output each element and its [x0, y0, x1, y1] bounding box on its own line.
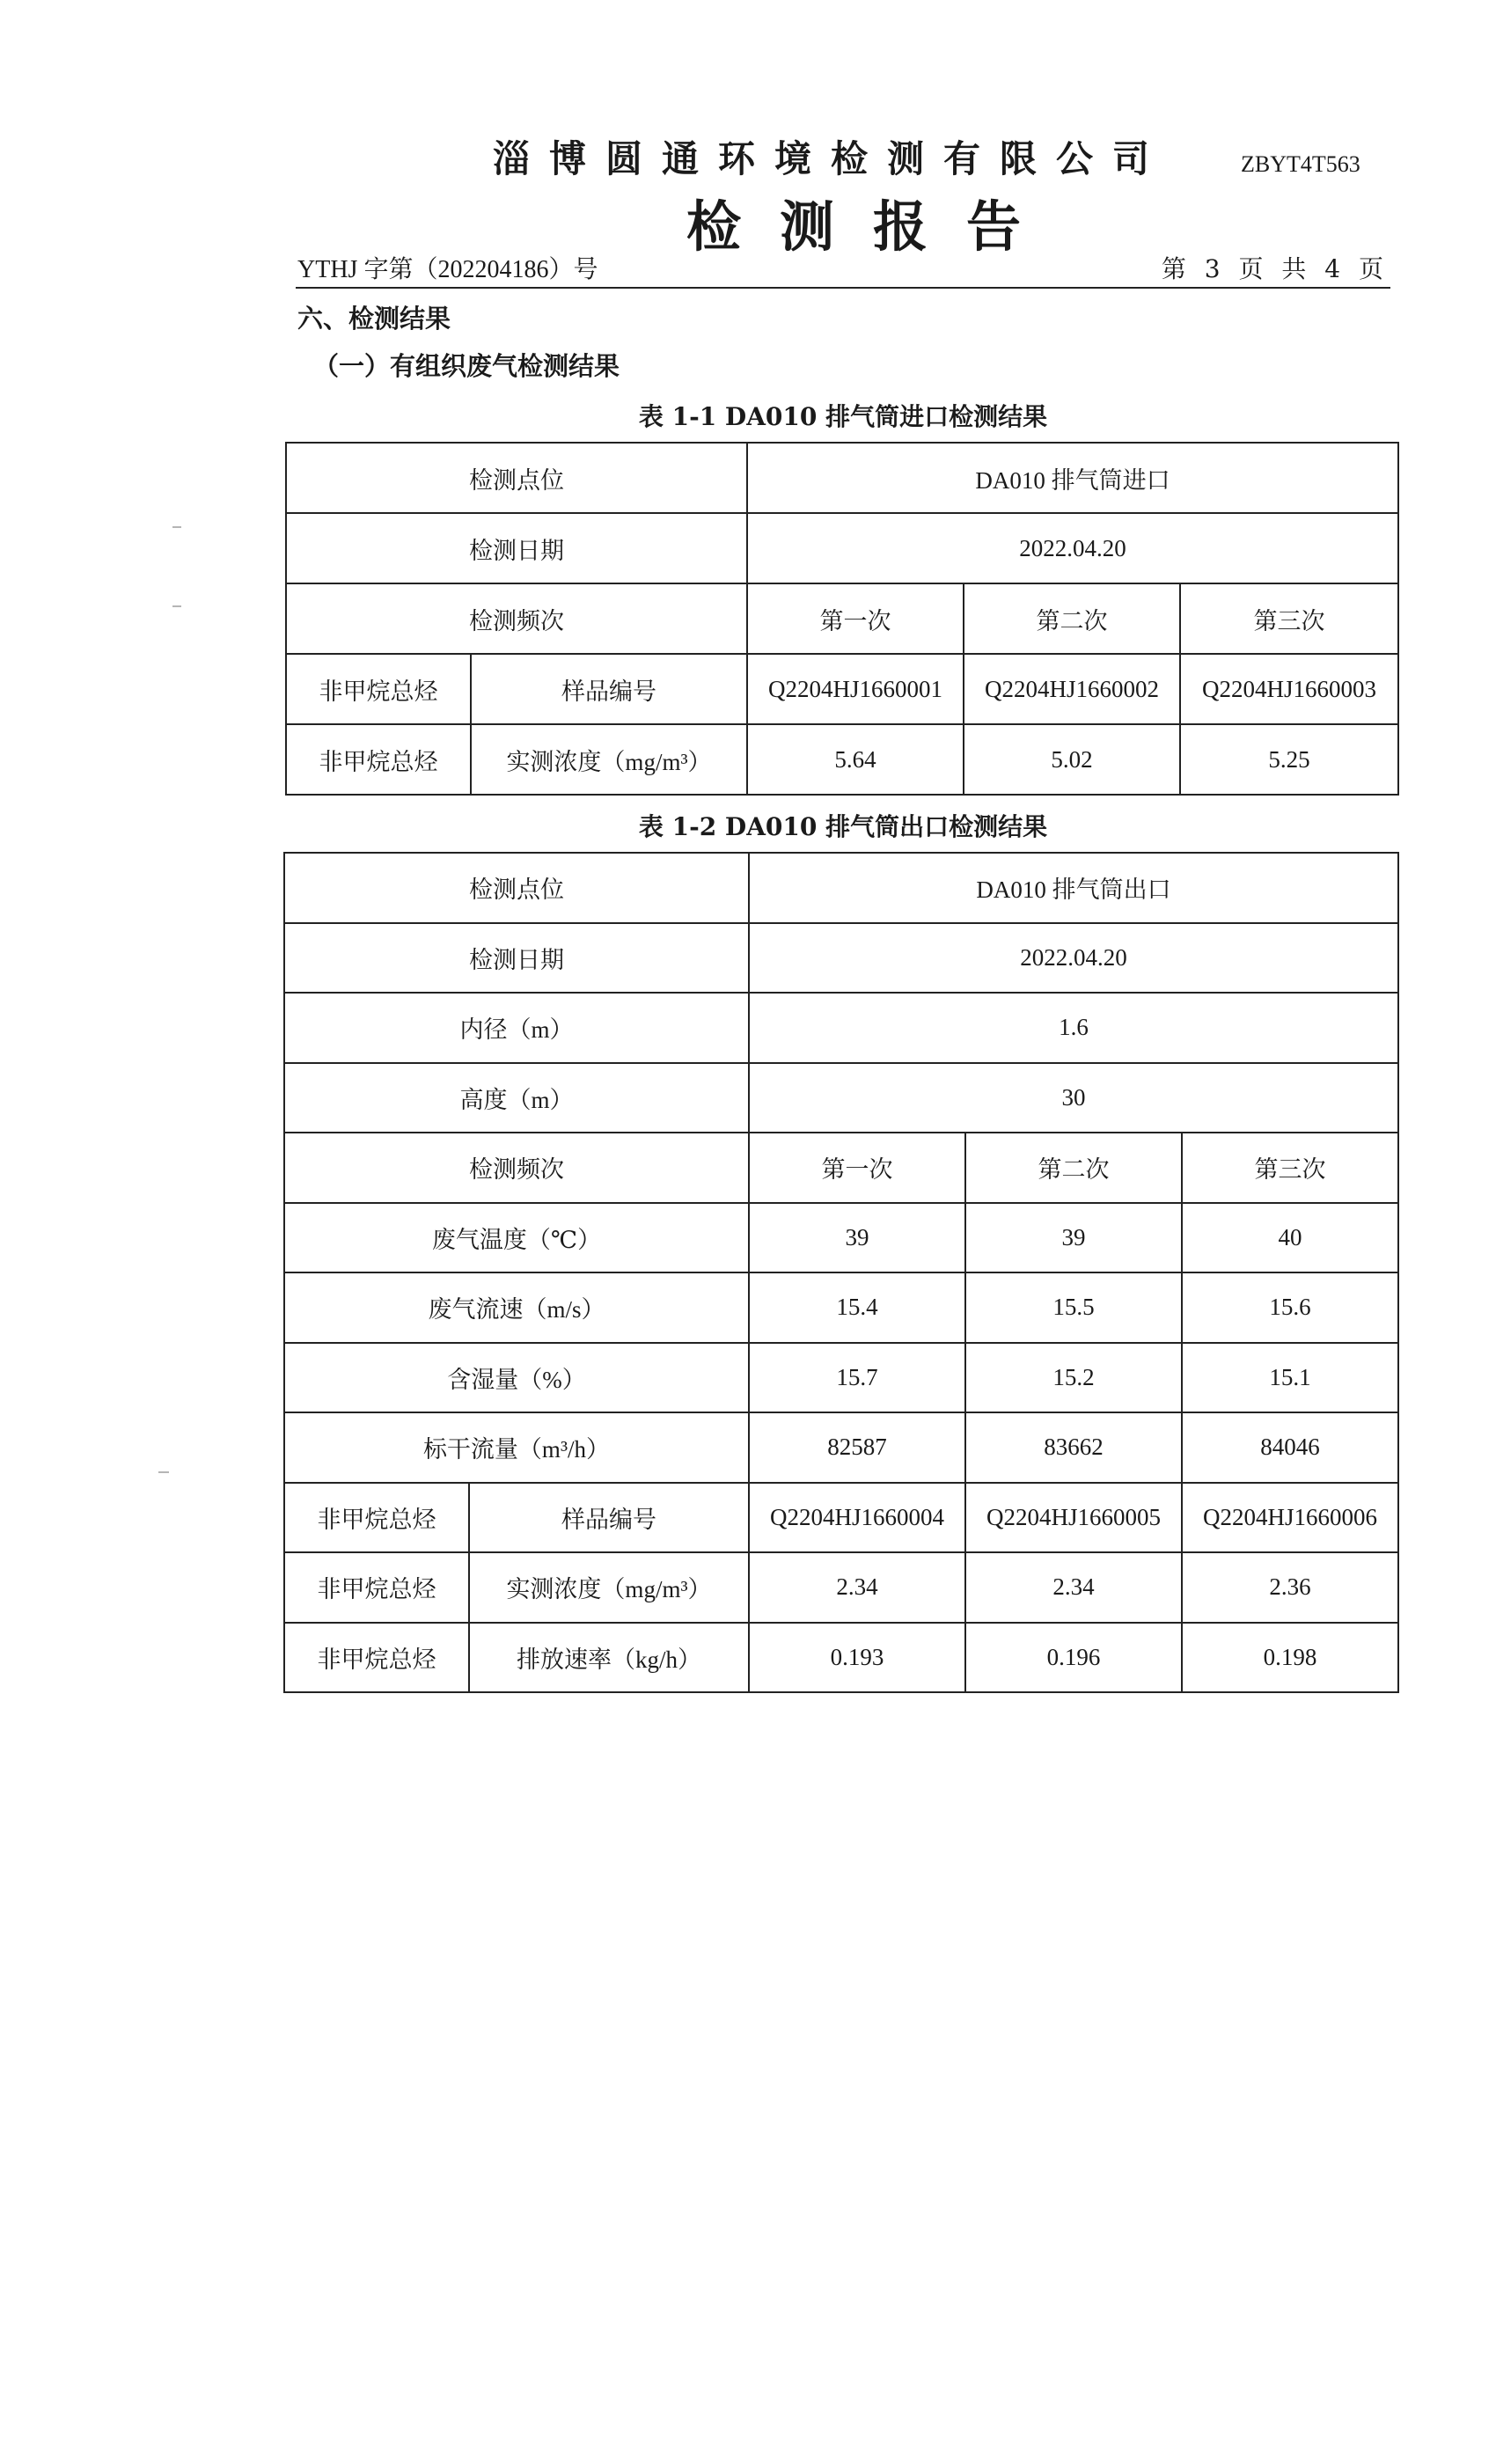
date-value: 2022.04.20 — [749, 923, 1398, 994]
item-name: 非甲烷总烃 — [286, 654, 471, 724]
point-label: 检测点位 — [284, 853, 749, 923]
table-row — [286, 654, 1398, 724]
flow-3: 84046 — [1182, 1412, 1398, 1483]
sample-id-label: 样品编号 — [469, 1483, 749, 1553]
moisture-1: 15.7 — [749, 1343, 965, 1413]
sample-id-1: Q2204HJ1660001 — [747, 654, 964, 724]
table-row — [284, 1203, 1398, 1273]
sample-id-3: Q2204HJ1660006 — [1182, 1483, 1398, 1553]
moisture-2: 15.2 — [965, 1343, 1182, 1413]
temperature-1: 39 — [749, 1203, 965, 1273]
date-value: 2022.04.20 — [747, 513, 1398, 583]
table-row — [284, 1412, 1398, 1483]
height-label: 高度（m） — [284, 1063, 749, 1133]
concentration-2: 5.02 — [964, 724, 1180, 795]
scan-mark — [172, 605, 181, 607]
concentration-1: 2.34 — [749, 1552, 965, 1623]
velocity-2: 15.5 — [965, 1272, 1182, 1343]
table2-caption: 表 1-2 DA010 排气筒出口检测结果 — [638, 812, 1048, 841]
company-name: 淄博圆通环境检测有限公司 — [493, 137, 1170, 180]
emission-rate-2: 0.196 — [965, 1623, 1182, 1693]
sample-id-3: Q2204HJ1660003 — [1180, 654, 1398, 724]
frequency-3: 第三次 — [1182, 1133, 1398, 1203]
item-name: 非甲烷总烃 — [284, 1623, 469, 1693]
table-row — [284, 1272, 1398, 1343]
emission-rate-1: 0.193 — [749, 1623, 965, 1693]
moisture-3: 15.1 — [1182, 1343, 1398, 1413]
concentration-label: 实测浓度（mg/m³） — [469, 1552, 749, 1623]
velocity-label: 废气流速（m/s） — [284, 1272, 749, 1343]
table-row — [284, 993, 1398, 1063]
scan-mark — [172, 526, 181, 528]
table-row — [286, 724, 1398, 795]
height-value: 30 — [749, 1063, 1398, 1133]
concentration-label: 实测浓度（mg/m³） — [471, 724, 747, 795]
table-row — [286, 443, 1398, 513]
flow-1: 82587 — [749, 1412, 965, 1483]
temperature-3: 40 — [1182, 1203, 1398, 1273]
item-name: 非甲烷总烃 — [286, 724, 471, 795]
report-number: YTHJ 字第（202204186）号 — [297, 256, 598, 283]
point-label: 检测点位 — [286, 443, 747, 513]
page-indicator: 第 3 页 共 4 页 — [1161, 254, 1389, 283]
frequency-2: 第二次 — [965, 1133, 1182, 1203]
table-row — [284, 1133, 1398, 1203]
flow-2: 83662 — [965, 1412, 1182, 1483]
frequency-1: 第一次 — [747, 583, 964, 654]
date-label: 检测日期 — [286, 513, 747, 583]
outlet-results-table — [283, 852, 1399, 1693]
table1-caption: 表 1-1 DA010 排气筒进口检测结果 — [638, 402, 1048, 431]
temperature-2: 39 — [965, 1203, 1182, 1273]
table-row — [284, 1063, 1398, 1133]
subsection-heading: （一）有组织废气检测结果 — [313, 351, 620, 381]
table-row — [284, 1623, 1398, 1693]
moisture-label: 含湿量（%） — [284, 1343, 749, 1413]
report-title: 检测报告 — [686, 194, 1060, 259]
concentration-1: 5.64 — [747, 724, 964, 795]
table-row — [284, 1343, 1398, 1413]
diameter-value: 1.6 — [749, 993, 1398, 1063]
concentration-2: 2.34 — [965, 1552, 1182, 1623]
frequency-label: 检测频次 — [286, 583, 747, 654]
point-value: DA010 排气筒出口 — [749, 853, 1398, 923]
velocity-1: 15.4 — [749, 1272, 965, 1343]
diameter-label: 内径（m） — [284, 993, 749, 1063]
concentration-3: 5.25 — [1180, 724, 1398, 795]
sample-id-1: Q2204HJ1660004 — [749, 1483, 965, 1553]
sample-id-2: Q2204HJ1660002 — [964, 654, 1180, 724]
inlet-results-table — [285, 442, 1399, 796]
frequency-2: 第二次 — [964, 583, 1180, 654]
frequency-label: 检测频次 — [284, 1133, 749, 1203]
emission-rate-label: 排放速率（kg/h） — [469, 1623, 749, 1693]
section-heading: 六、检测结果 — [297, 304, 451, 334]
table-row — [286, 583, 1398, 654]
table-row — [284, 923, 1398, 994]
date-label: 检测日期 — [284, 923, 749, 994]
frequency-3: 第三次 — [1180, 583, 1398, 654]
item-name: 非甲烷总烃 — [284, 1483, 469, 1553]
flow-label: 标干流量（m³/h） — [284, 1412, 749, 1483]
concentration-3: 2.36 — [1182, 1552, 1398, 1623]
emission-rate-3: 0.198 — [1182, 1623, 1398, 1693]
temperature-label: 废气温度（℃） — [284, 1203, 749, 1273]
table-row — [284, 853, 1398, 923]
table-row — [284, 1483, 1398, 1553]
table-row — [284, 1552, 1398, 1623]
scan-mark — [158, 1471, 169, 1473]
sample-id-2: Q2204HJ1660005 — [965, 1483, 1182, 1553]
point-value: DA010 排气筒进口 — [747, 443, 1398, 513]
frequency-1: 第一次 — [749, 1133, 965, 1203]
velocity-3: 15.6 — [1182, 1272, 1398, 1343]
document-code: ZBYT4T563 — [1241, 151, 1360, 177]
item-name: 非甲烷总烃 — [284, 1552, 469, 1623]
header-divider — [296, 287, 1390, 289]
table-row — [286, 513, 1398, 583]
sample-id-label: 样品编号 — [471, 654, 747, 724]
